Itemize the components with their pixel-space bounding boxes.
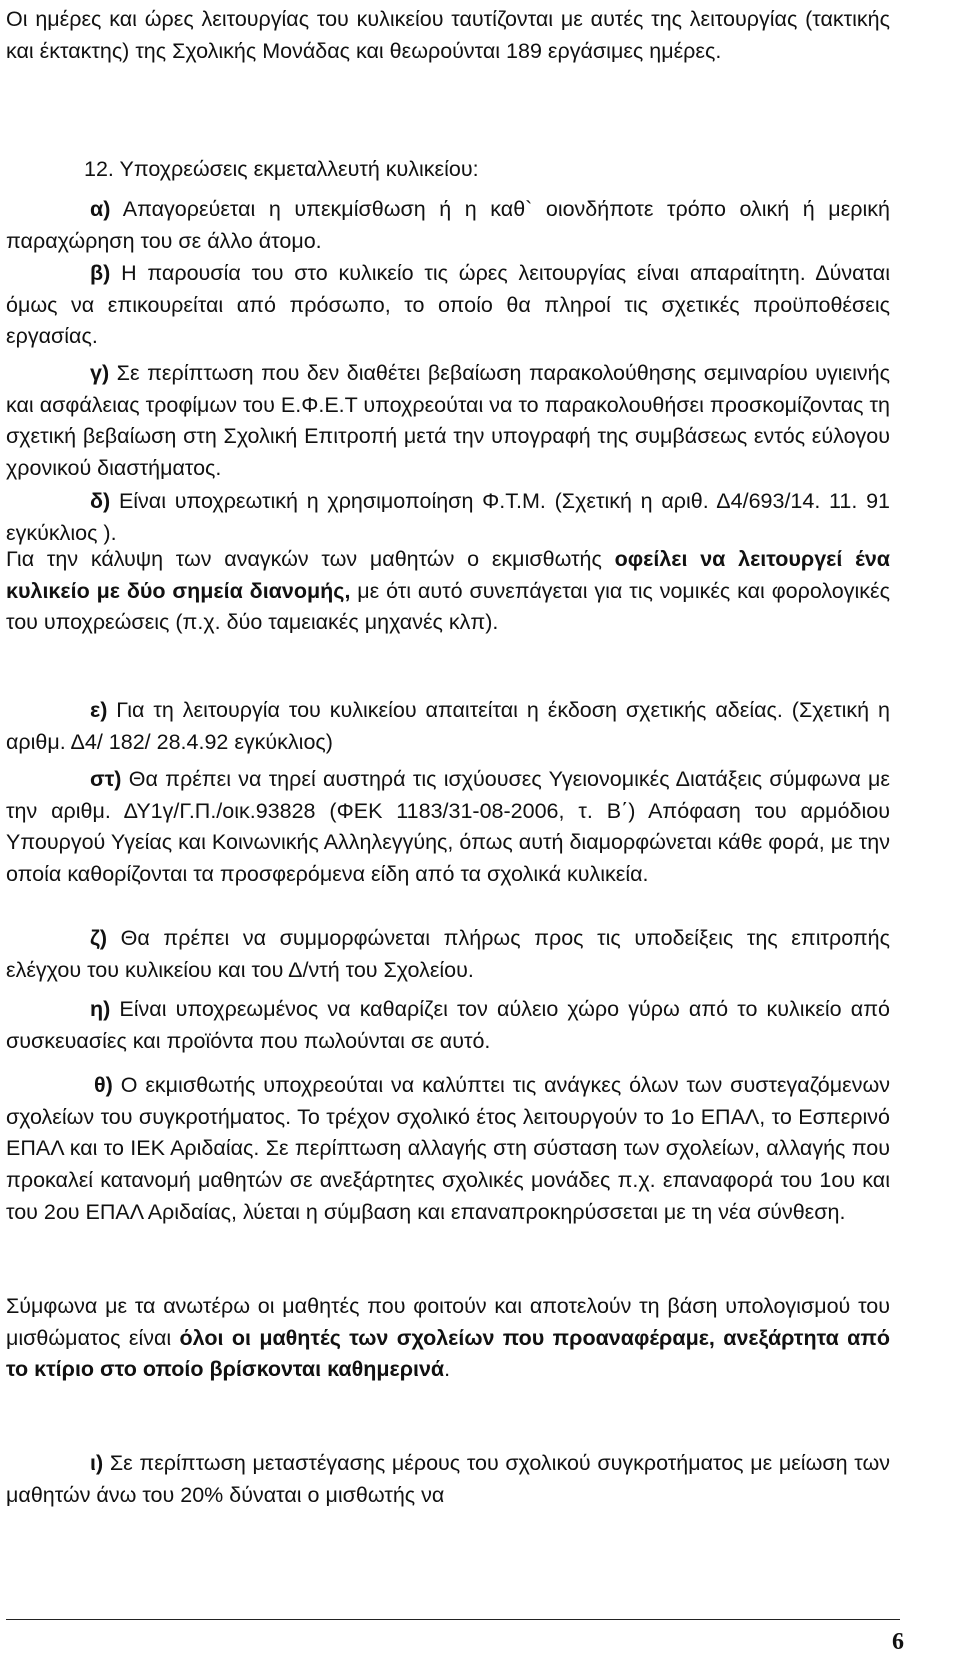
item-st-label: στ) (90, 767, 122, 791)
item-a (6, 194, 890, 257)
intro-paragraph: Οι ημέρες και ώρες λειτουργίας του κυλικείου ταυτίζονται με αυτές της λειτουργίας (τακτικής και έκτακτης) της Σχολικής Μονάδας και θεωρούνται 189 εργάσιμες ημέρες. (6, 7, 890, 63)
item-d (6, 486, 890, 549)
item-th-label: θ) (94, 1073, 113, 1097)
item-e (6, 695, 890, 758)
item-st-text: Θα πρέπει να τηρεί αυστηρά τις ισχύουσες Υγειονομικές Διατάξεις σύμφωνα με την αριθμ. ΔΥ1γ/Γ.Π./οικ.93828 (ΦΕΚ 1183/31-08-2006, τ. Β΄) Απόφαση του αρμόδιου Υπουργού Υγείας και Κοινωνικής Αλληλεγγύης, όπως αυτή διαμορφώνεται κάθε φορά, με την οποία καθορίζονται τα προσφερόμενα είδη από τα σχολικά κυλικεία. (6, 767, 890, 887)
item-i (6, 1448, 890, 1511)
item-h-label: η) (90, 997, 111, 1021)
section-heading: 12. Υποχρεώσεις εκμεταλλευτή κυλικείου: (84, 157, 479, 181)
students-text-pre: Σύμφωνα με τα ανωτέρω οι μαθητές που φοιτούν και αποτελούν τη βάση υπολογισμού του μισθώματος είναι (6, 1294, 890, 1350)
item-b-text: Η παρουσία του στο κυλικείο τις ώρες λειτουργίας είναι απαραίτητη. Δύναται όμως να επικουρείται από πρόσωπο, το οποίο θα πληροί τις σχετικές προϋποθέσεις εργασίας. (6, 261, 890, 349)
footer-divider (6, 1619, 900, 1620)
item-e-label: ε) (90, 698, 108, 722)
item-z-label: ζ) (90, 926, 108, 950)
item-i-label: ι) (90, 1451, 104, 1475)
item-st (6, 764, 890, 891)
item-d-text: Είναι υποχρεωτική η χρησιμοποίηση Φ.Τ.Μ. (Σχετική η αριθ. Δ4/693/14. 11. 91 εγκύκλιος ). (6, 489, 890, 545)
canteen-text-pre: Για την κάλυψη των αναγκών των μαθητών ο εκμισθωτής (6, 547, 615, 571)
canteen-text-post: με ότι αυτό συνεπάγεται για τις νομικές και φορολογικές του υποχρεώσεις (π.χ. δύο ταμειακές μηχανές κλπ). (6, 578, 890, 635)
item-i-text: Σε περίπτωση μεταστέγασης μέρους του σχολικού συγκροτήματος με μείωση των μαθητών άνω του 20% δύναται ο μισθωτής να (6, 1451, 890, 1507)
page-number: 6 (892, 1629, 904, 1655)
students-text-bold: όλοι οι μαθητές των σχολείων που προαναφέραμε, ανεξάρτητα από το κτίριο στο οποίο βρίσκονται καθημερινά (6, 1325, 890, 1382)
item-a-label: α) (90, 197, 111, 221)
item-b-label: β) (90, 261, 111, 285)
item-th (6, 1070, 890, 1229)
item-th-text: Ο εκμισθωτής υποχρεούται να καλύπτει τις ανάγκες όλων των συστεγαζόμενων σχολείων του συγκροτήματος. Το τρέχον σχολικό έτος λειτουργούν το 1ο ΕΠΑΛ, το Εσπερινό ΕΠΑΛ και το ΙΕΚ Αριδαίας. Σε περίπτωση αλλαγής στη σύσταση των σχολείων, αλλαγής που προκαλεί κατανομή μαθητών σε ανεξάρτητες σχολικές μονάδες π.χ. επαναφορά του 1ου και του 2ου ΕΠΑΛ Αριδαίας, λύεται η σύμβαση και επαναπροκηρύσσεται με τη νέα σύνθεση. (6, 1073, 890, 1224)
item-e-text: Για τη λειτουργία του κυλικείου απαιτείται η έκδοση σχετικής αδείας. (Σχετική η αριθμ. Δ4/ 182/ 28.4.92 εγκύκλιος) (6, 698, 890, 754)
students-paragraph (6, 1291, 890, 1386)
students-text-post: . (444, 1357, 451, 1382)
item-a-text: Απαγορεύεται η υπεκμίσθωση ή η καθ` οιονδήποτε τρόπο ολική ή μερική παραχώρηση του σε άλλο άτομο. (6, 197, 890, 253)
item-h (6, 994, 890, 1057)
item-z-text: Θα πρέπει να συμμορφώνεται πλήρως προς τις υποδείξεις της επιτροπής ελέγχου του κυλικείου και του Δ/ντή του Σχολείου. (6, 926, 890, 982)
item-d-label: δ) (90, 489, 111, 513)
item-b (6, 258, 890, 353)
item-z (6, 923, 890, 986)
item-c-text: Σε περίπτωση που δεν διαθέτει βεβαίωση παρακολούθησης σεμιναρίου υγιεινής και ασφάλειας τροφίμων του Ε.Φ.Ε.Τ υποχρεούται να το παρακολουθήσει προσκομίζοντας τη σχετική βεβαίωση στη Σχολική Επιτροπή μετά την υπογραφή της συμβάσεως εντός εύλογου χρονικού διαστήματος. (6, 361, 890, 481)
item-c-label: γ) (90, 361, 110, 385)
item-c (6, 358, 890, 485)
item-h-text: Είναι υποχρεωμένος να καθαρίζει τον αύλειο χώρο γύρω από το κυλικείο από συσκευασίες και προϊόντα που πωλούνται σε αυτό. (6, 997, 890, 1053)
canteen-paragraph (6, 544, 890, 639)
canteen-text-bold: οφείλει να λειτουργεί ένα κυλικείο με δύο σημεία διανομής, (6, 547, 890, 603)
